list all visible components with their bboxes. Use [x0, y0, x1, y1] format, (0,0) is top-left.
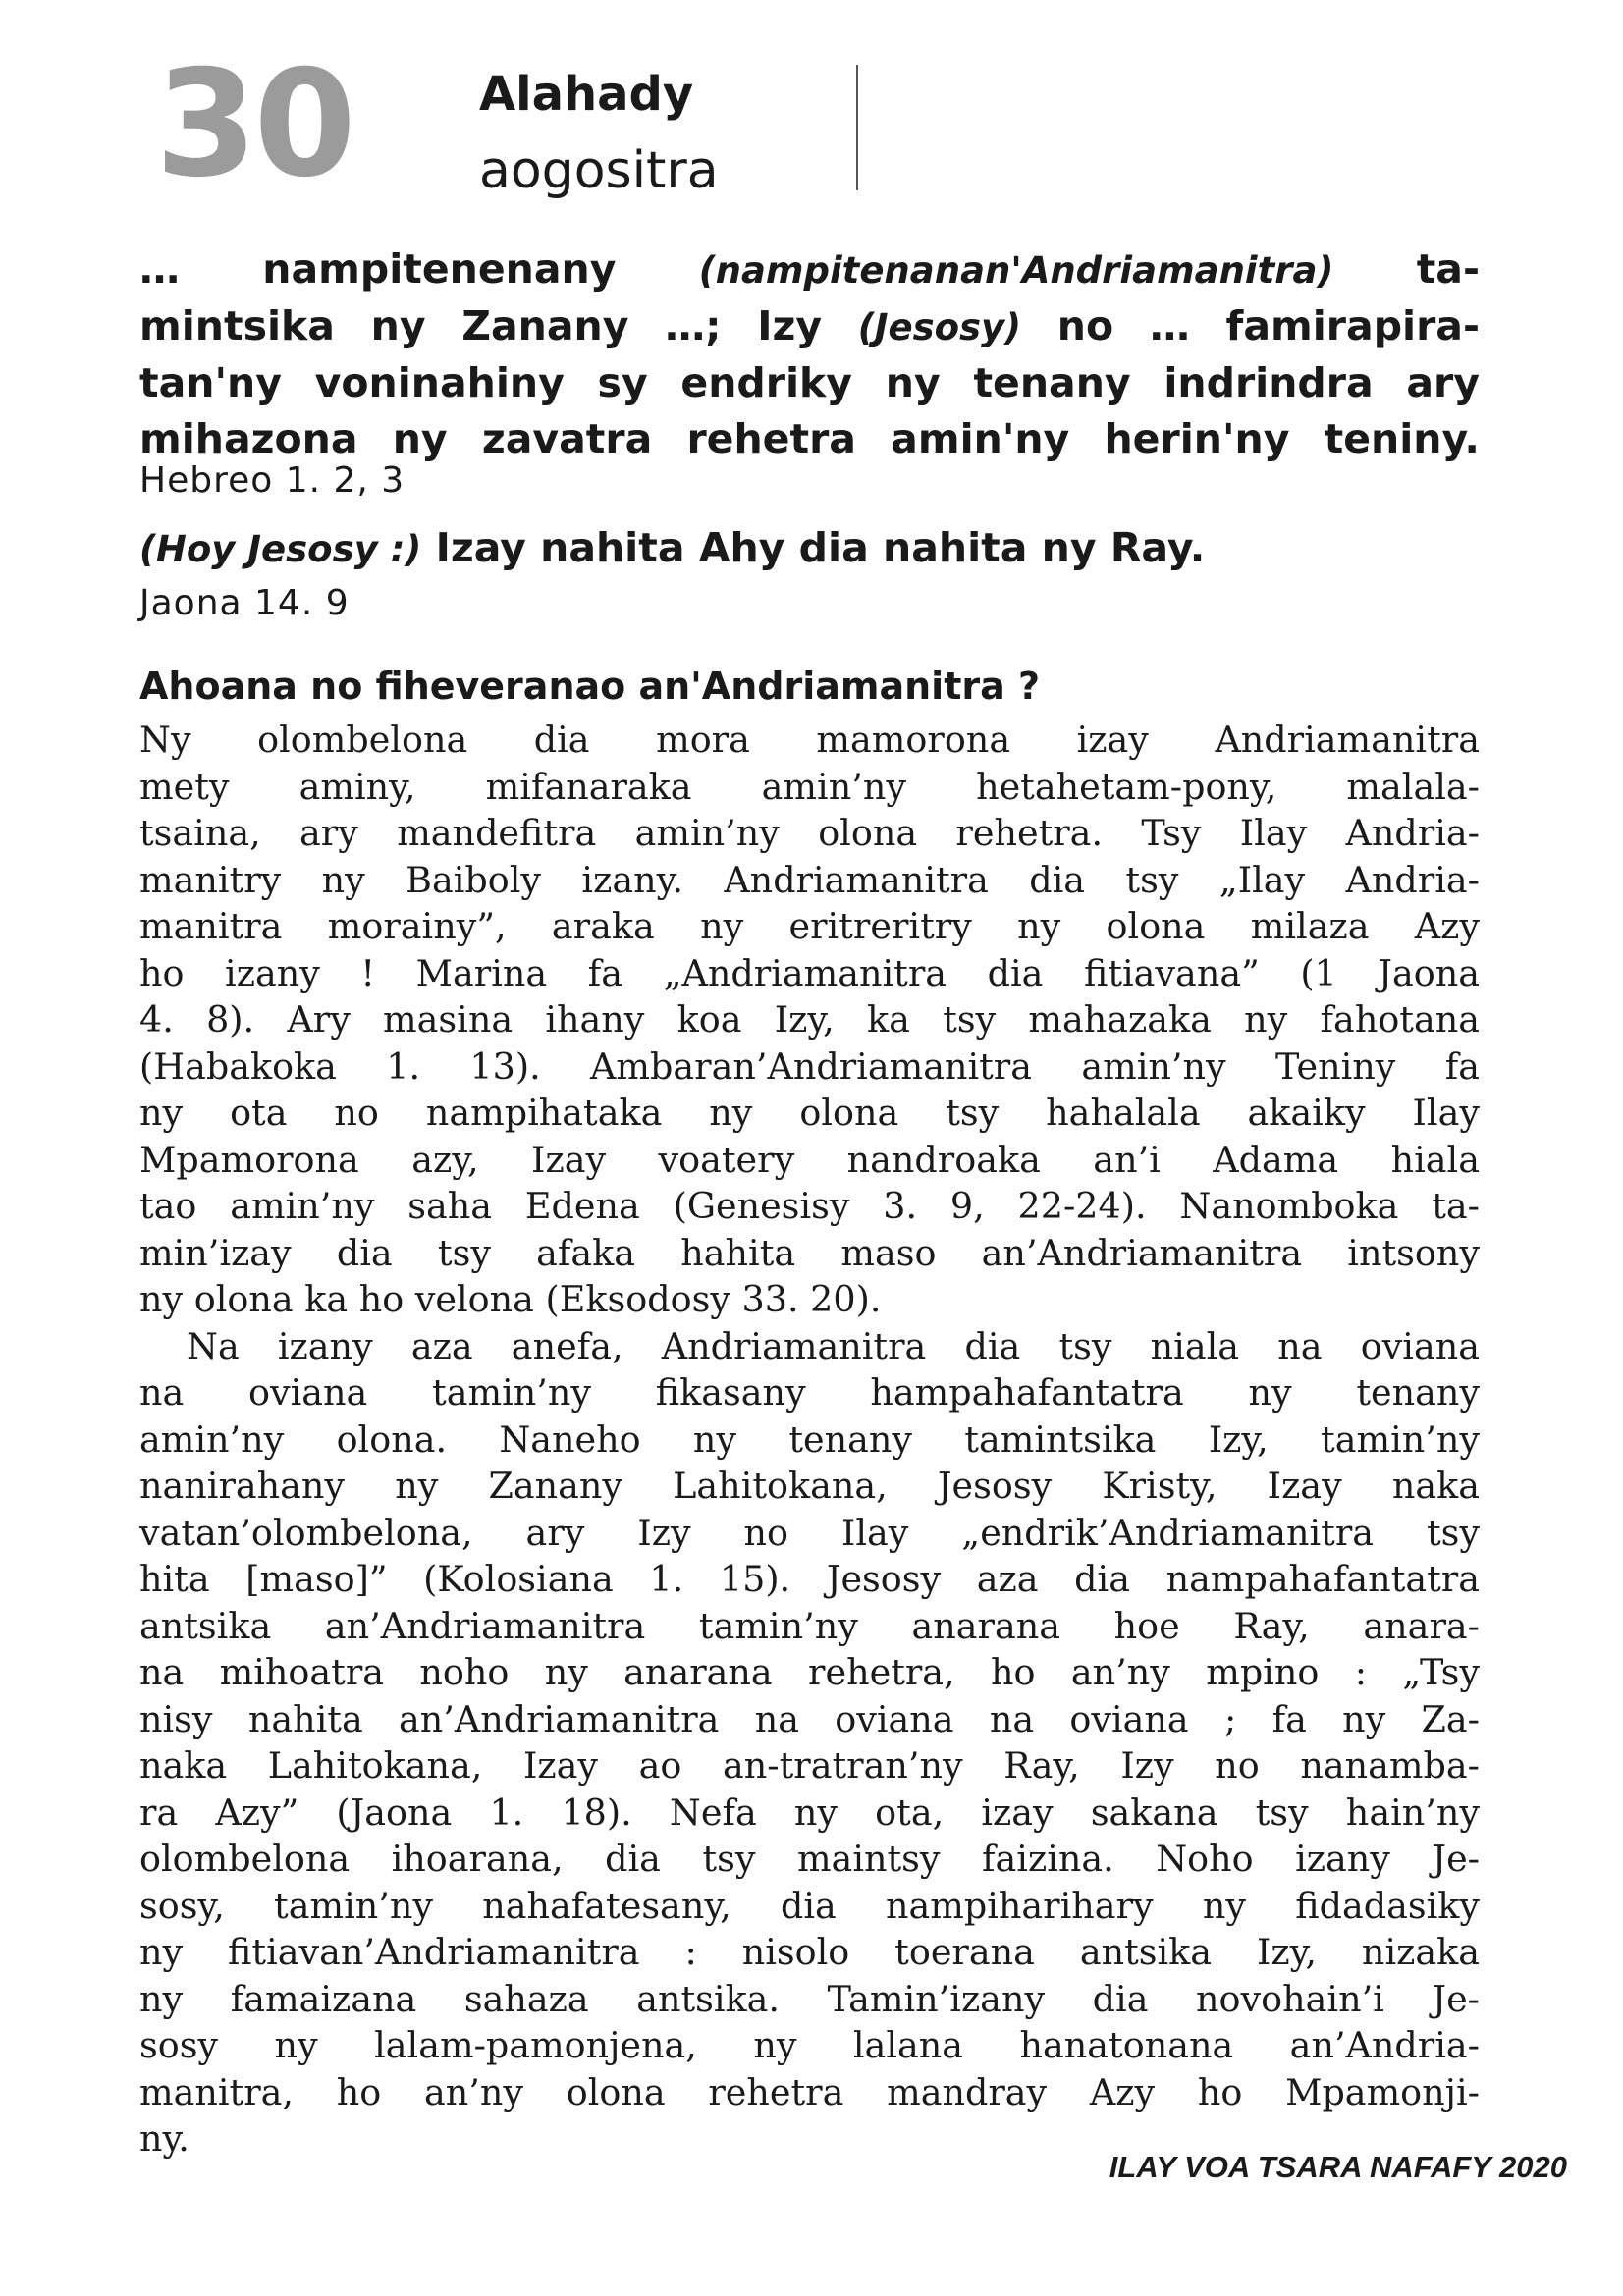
body-line: tsaina, ary mandefitra amin’ny olona rehetra. Tsy Ilay Andria-: [139, 812, 1480, 854]
body-text: [139, 717, 1480, 2163]
verse-jaona: (Hoy Jesosy :) Izay nahita Ahy dia nahita ny Ray.: [139, 524, 1206, 571]
verse-hebreo: [139, 241, 1480, 467]
verse-line: … nampitenenany (nampitenanan'Andriamanitra) ta-: [139, 245, 1480, 293]
verse-line: mintsika ny Zanany …; Izy (Jesosy) no … famirapira-: [139, 302, 1480, 349]
month: aogositra: [479, 141, 719, 200]
verse-line: tan'ny voninahiny sy endriky ny tenany indrindra ary: [139, 359, 1480, 406]
body-line: ny ota no nampihataka ny olona tsy hahalala akaiky Ilay: [139, 1092, 1480, 1134]
body-line: ny famaizana sahaza antsika. Tamin’izany dia novohain’i Je-: [139, 1977, 1480, 2020]
section-heading: Ahoana no fiheveranao an'Andriamanitra ?: [139, 665, 1041, 708]
body-line: manitra morainy”, araka ny eritreritry ny olona milaza Azy: [139, 905, 1480, 947]
body-line: ny.: [139, 2117, 189, 2160]
body-line: na oviana tamin’ny fikasany hampahafantatra ny tenany: [139, 1371, 1480, 1414]
date-number: 30: [155, 39, 352, 210]
verse-reference: Jaona 14. 9: [139, 583, 350, 623]
body-line: olombelona ihoarana, dia tsy maintsy faizina. Noho izany Je-: [139, 1838, 1480, 1880]
body-line: hita [maso]” (Kolosiana 1. 15). Jesosy aza dia nampahafantatra: [139, 1558, 1480, 1600]
footer-title: ILAY VOA TSARA NAFAFY 2020: [1109, 2150, 1567, 2184]
header-divider: [856, 65, 858, 190]
weekday: Alahady: [479, 67, 694, 122]
body-line: (Habakoka 1. 13). Ambaran’Andriamanitra amin’ny Teniny fa: [139, 1044, 1480, 1088]
body-line: manitra, ho an’ny olona rehetra mandray Azy ho Mpamonji-: [139, 2070, 1480, 2113]
body-line: naka Lahitokana, Izay ao an-tratran’ny Ray, Izy no nanamba-: [139, 1744, 1480, 1787]
body-line: nanirahany ny Zanany Lahitokana, Jesosy Kristy, Izay naka: [139, 1465, 1480, 1507]
body-line: Mpamorona azy, Izay voatery nandroaka an’i Adama hiala: [139, 1138, 1480, 1181]
body-line: mety aminy, mifanaraka amin’ny hetahetam-pony, malala-: [139, 765, 1480, 808]
body-line: ny fitiavan’Andriamanitra : nisolo toerana antsika Izy, nizaka: [139, 1931, 1480, 1973]
body-line: 4. 8). Ary masina ihany koa Izy, ka tsy mahazaka ny fahotana: [139, 998, 1480, 1041]
body-line: nisy nahita an’Andriamanitra na oviana na oviana ; fa ny Za-: [139, 1697, 1480, 1740]
verse-line: mihazona ny zavatra rehetra amin'ny herin'ny teniny.: [139, 415, 1480, 462]
body-line: sosy, tamin’ny nahafatesany, dia nampiharihary ny fidadasiky: [139, 1884, 1480, 1927]
body-line: antsika an’Andriamanitra tamin’ny anarana hoe Ray, anara-: [139, 1604, 1480, 1647]
verse-reference: Hebreo 1. 2, 3: [139, 460, 406, 501]
body-line: vatan’olombelona, ary Izy no Ilay „endrik’Andriamanitra tsy: [139, 1511, 1480, 1554]
body-line: ny olona ka ho velona (Eksodosy 33. 20).: [139, 1278, 882, 1320]
body-line: min’izay dia tsy afaka hahita maso an’Andriamanitra intsony: [139, 1231, 1480, 1274]
body-line: sosy ny lalam-pamonjena, ny lalana hanatonana an’Andria-: [139, 2024, 1480, 2066]
body-line: ra Azy” (Jaona 1. 18). Nefa ny ota, izay sakana tsy hain’ny: [139, 1790, 1480, 1834]
body-line: na mihoatra noho ny anarana rehetra, ho an’ny mpino : „Tsy: [139, 1651, 1480, 1693]
body-line: manitry ny Baiboly izany. Andriamanitra dia tsy „Ilay Andria-: [139, 858, 1480, 901]
body-line: tao amin’ny saha Edena (Genesisy 3. 9, 22-24). Nanomboka ta-: [139, 1185, 1480, 1227]
body-line: ho izany ! Marina fa „Andriamanitra dia fitiavana” (1 Jaona: [139, 951, 1480, 994]
body-line: Na izany aza anefa, Andriamanitra dia tsy niala na oviana: [187, 1324, 1480, 1367]
body-line: Ny olombelona dia mora mamorona izay Andriamanitra: [139, 719, 1480, 761]
body-line: amin’ny olona. Naneho ny tenany tamintsika Izy, tamin’ny: [139, 1417, 1480, 1461]
